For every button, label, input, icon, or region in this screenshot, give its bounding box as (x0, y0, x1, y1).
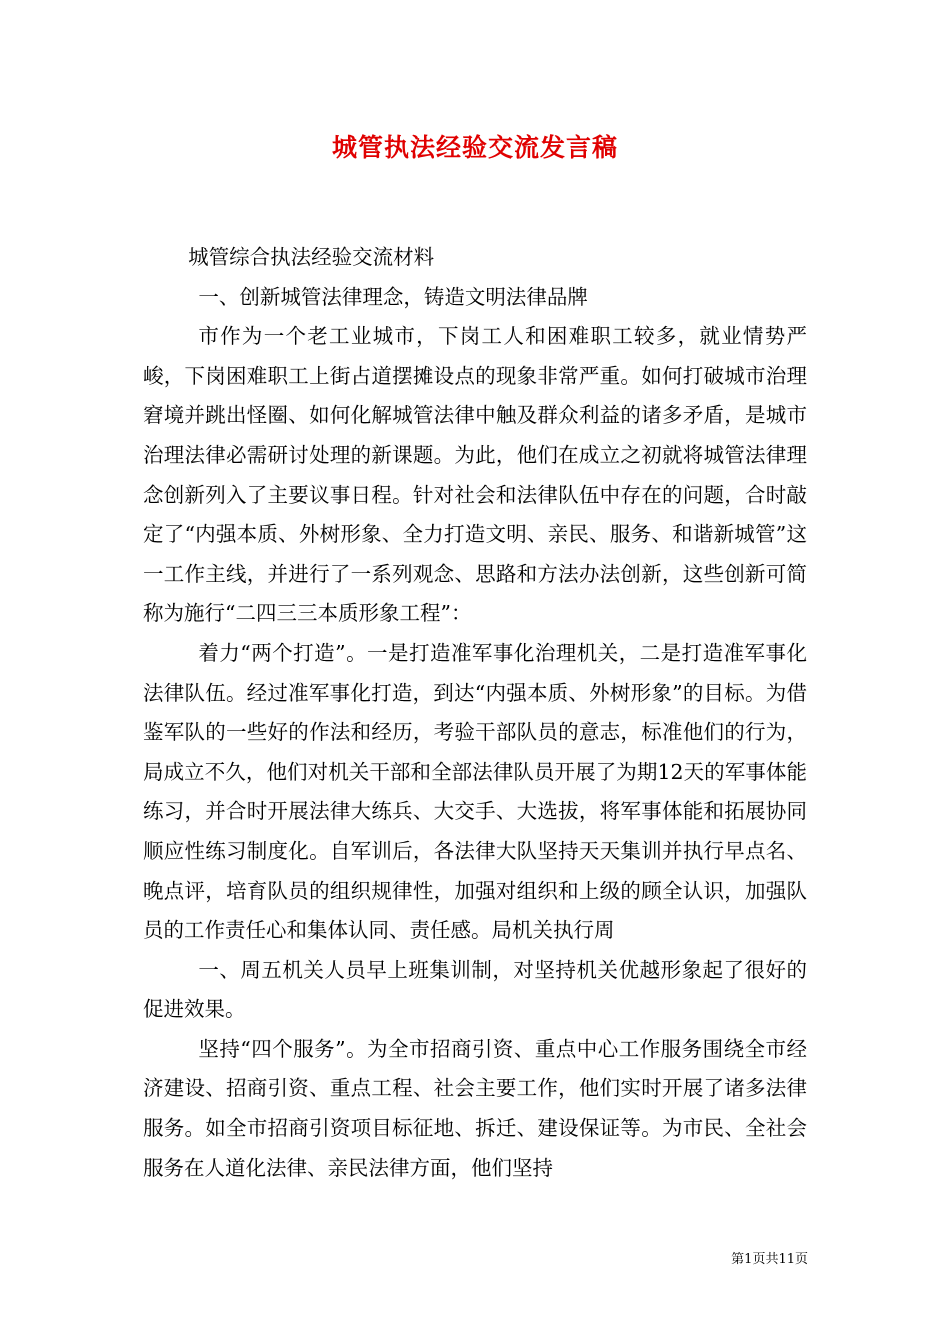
paragraph-section-heading: 一、创新城管法律理念，铸造文明法律品牌 (198, 284, 588, 309)
page-number-footer: 第1页共11页 (731, 1252, 808, 1267)
paragraph: 着力“两个打造”。一是打造准军事化治理机关，二是打造准军事化法律队伍。经过准军事化打造，到达“内强本质、外树形象”的目标。为借鉴军队的一些好的作法和经历，考验干部队员的意志，标准他们的行为，局成立不久，他们对机关干部和全部法律队员开展了为期12天的军事体能练习，并合时开展法律大练兵、大交手、大选拔，将军事体能和拓展协同顺应性练习制度化。自军训后，各法律大队坚持天天集训并执行早点名、晚点评，培育队员的组织规律性，加强对组织和上级的顾全认识，加强队员的工作责任心和集体认同、责任感。局机关执行周 (143, 640, 807, 943)
paragraph: 市作为一个老工业城市，下岗工人和困难职工较多，就业情势严峻，下岗困难职工上街占道摆摊设点的现象非常严重。如何打破城市治理窘境并跳出怪圈、如何化解城管法律中触及群众利益的诸多矛盾，是城市治理法律必需研讨处理的新课题。为此，他们在成立之初就将城管法律理念创新列入了主要议事日程。针对社会和法律队伍中存在的问题，合时敲定了“内强本质、外树形象、全力打造文明、亲民、服务、和谐新城管”这一工作主线，并进行了一系列观念、思路和方法办法创新，这些创新可简称为施行“二四三三本质形象工程”： (143, 324, 807, 626)
paragraph-heading: 城管综合执法经验交流材料 (188, 245, 435, 269)
paragraph: 一、周五机关人员早上班集训制，对坚持机关优越形象起了很好的促进效果。 (143, 957, 807, 1022)
document-body (143, 238, 807, 1188)
document-title: 城管执法经验交流发言稿 (331, 133, 618, 162)
paragraph: 坚持“四个服务”。为全市招商引资、重点中心工作服务围绕全市经济建设、招商引资、重点工程、社会主要工作，他们实时开展了诸多法律服务。如全市招商引资项目标征地、拆迁、建设保证等。为市民、全社会服务在人道化法律、亲民法律方面，他们坚持 (143, 1036, 807, 1180)
